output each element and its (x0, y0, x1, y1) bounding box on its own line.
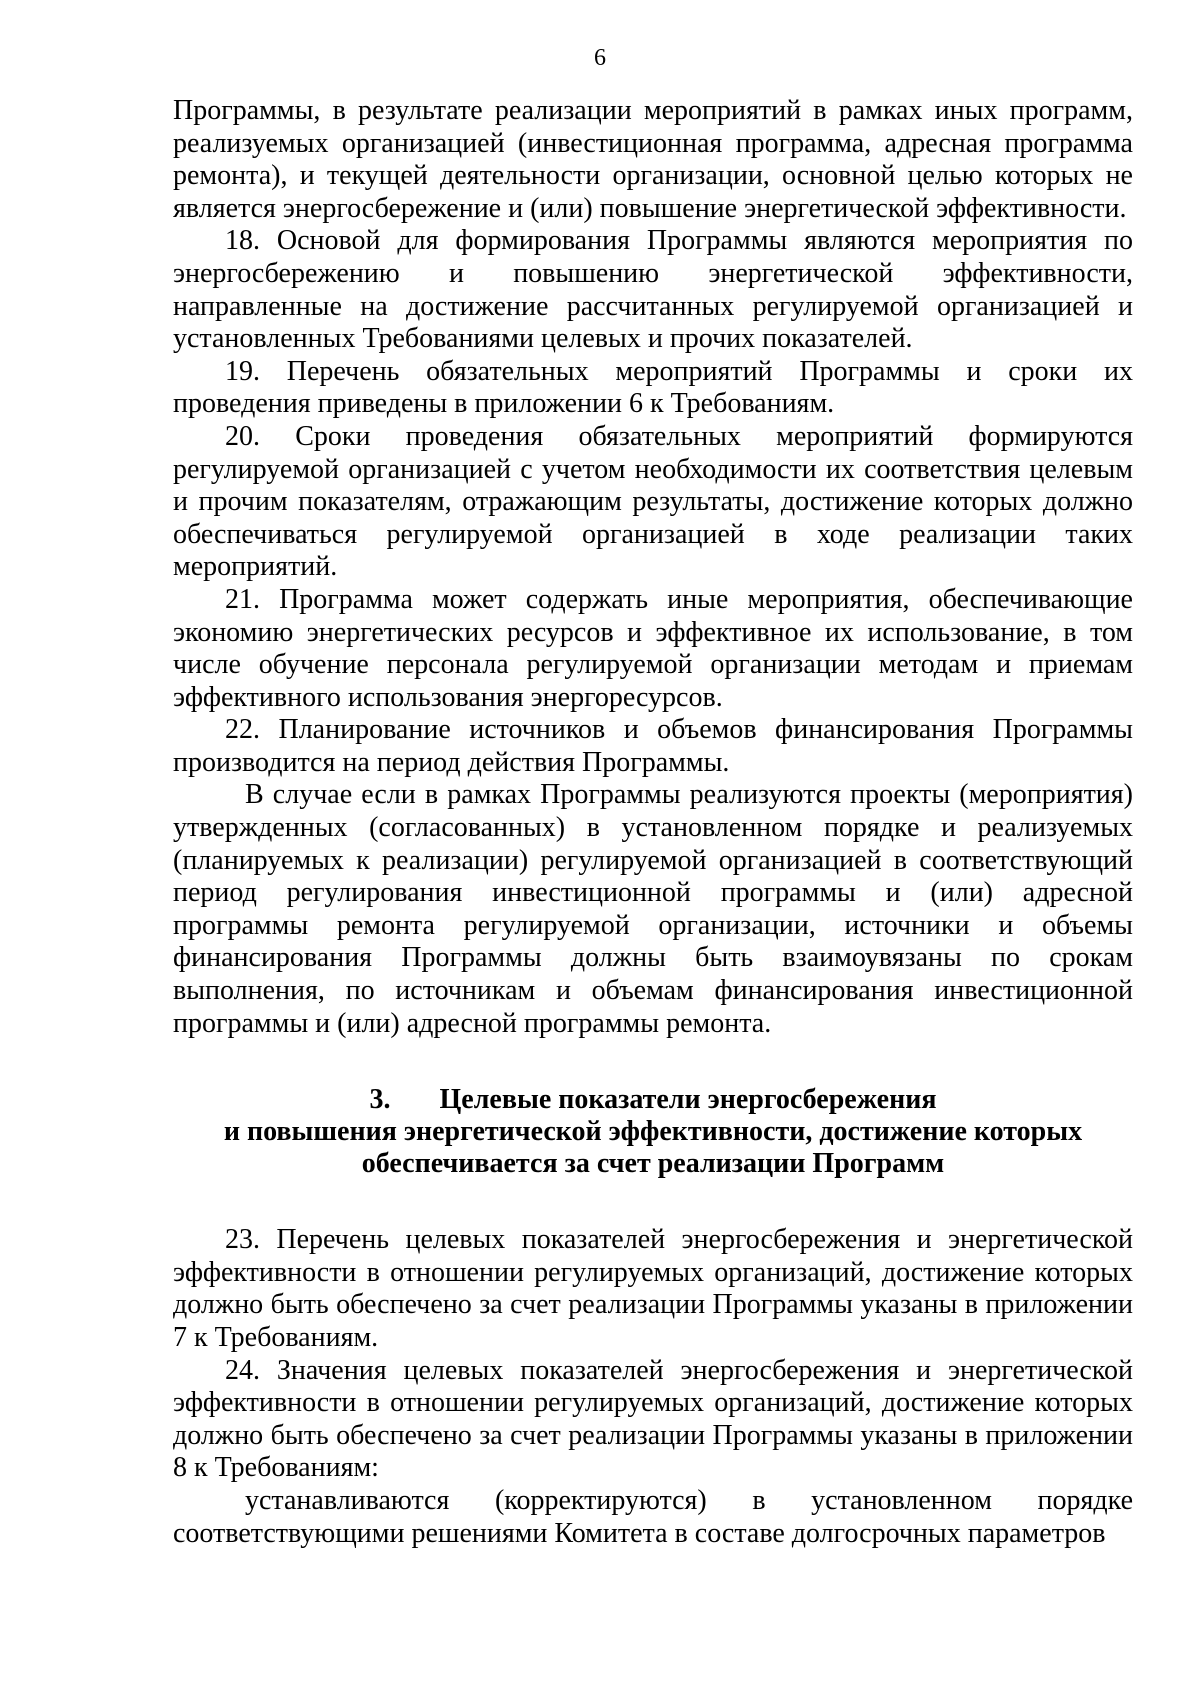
section-title-line-3: обеспечивается за счет реализации Программ (361, 1148, 945, 1180)
section-title-line-1: Целевые показатели энергосбережения (439, 1084, 937, 1116)
section-number: 3. (369, 1084, 391, 1116)
page-number: 6 (594, 45, 606, 71)
paragraph-established-values: устанавливаются (корректируются) в установленном порядке соответствующими решениями Комитета в составе долгосрочных параметров (173, 1484, 1133, 1549)
paragraphs-before-section (173, 95, 1133, 1040)
paragraph-continuation: Программы, в результате реализации мероприятий в рамках иных программ, реализуемых организацией (инвестиционная программа, адресная программа ремонта), и текущей деятельности организации, основной целью которых не является энергосбережение и (или) повышение энергетической эффективности. (173, 95, 1133, 224)
paragraph-financing-case: В случае если в рамках Программы реализуются проекты (мероприятия) утвержденных (согласованных) в установленном порядке и реализуемых (планируемых к реализации) регулируемой организацией в соответствующий период регулирования инвестиционной программы и (или) адресной программы ремонта регулируемой организации, источники и объемы финансирования Программы должны быть взаимоувязаны по срокам выполнения, по источникам и объемам финансирования инвестиционной программы и (или) адресной программы ремонта. (173, 779, 1133, 1039)
paragraph-item-22: 22. Планирование источников и объемов финансирования Программы производится на период действия Программы. (173, 714, 1133, 778)
section-heading-line-1 (173, 1084, 1133, 1116)
section-heading (173, 1084, 1133, 1180)
paragraph-item-20: 20. Сроки проведения обязательных мероприятий формируются регулируемой организацией с учетом необходимости их соответствия целевым и прочим показателям, отражающим результаты, достижение которых должно обеспечиваться регулируемой организацией в ходе реализации таких мероприятий. (173, 420, 1133, 583)
paragraph-item-21: 21. Программа может содержать иные мероприятия, обеспечивающие экономию энергетических ресурсов и эффективное их использование, в том числе обучение персонала регулируемой организации методам и приемам эффективного использования энергоресурсов. (173, 583, 1133, 713)
section-title-line-2: и повышения энергетической эффективности, достижение которых (223, 1116, 1083, 1148)
paragraph-item-24: 24. Значения целевых показателей энергосбережения и энергетической эффективности в отношении регулируемых организаций, достижение которых должно быть обеспечено за счет реализации Программы указаны в приложении 8 к Требованиям: (173, 1354, 1133, 1484)
paragraph-item-23: 23. Перечень целевых показателей энергосбережения и энергетической эффективности в отношении регулируемых организаций, достижение которых должно быть обеспечено за счет реализации Программы указаны в приложении 7 к Требованиям. (173, 1224, 1133, 1353)
paragraph-item-18: 18. Основой для формирования Программы являются мероприятия по энергосбережению и повышению энергетической эффективности, направленные на достижение рассчитанных регулируемой организацией и установленных Требованиями целевых и прочих показателей. (173, 225, 1133, 355)
document-body (173, 95, 1133, 1550)
paragraph-item-19: 19. Перечень обязательных мероприятий Программы и сроки их проведения приведены в приложении 6 к Требованиям. (173, 355, 1133, 420)
paragraphs-after-section (173, 1224, 1133, 1550)
